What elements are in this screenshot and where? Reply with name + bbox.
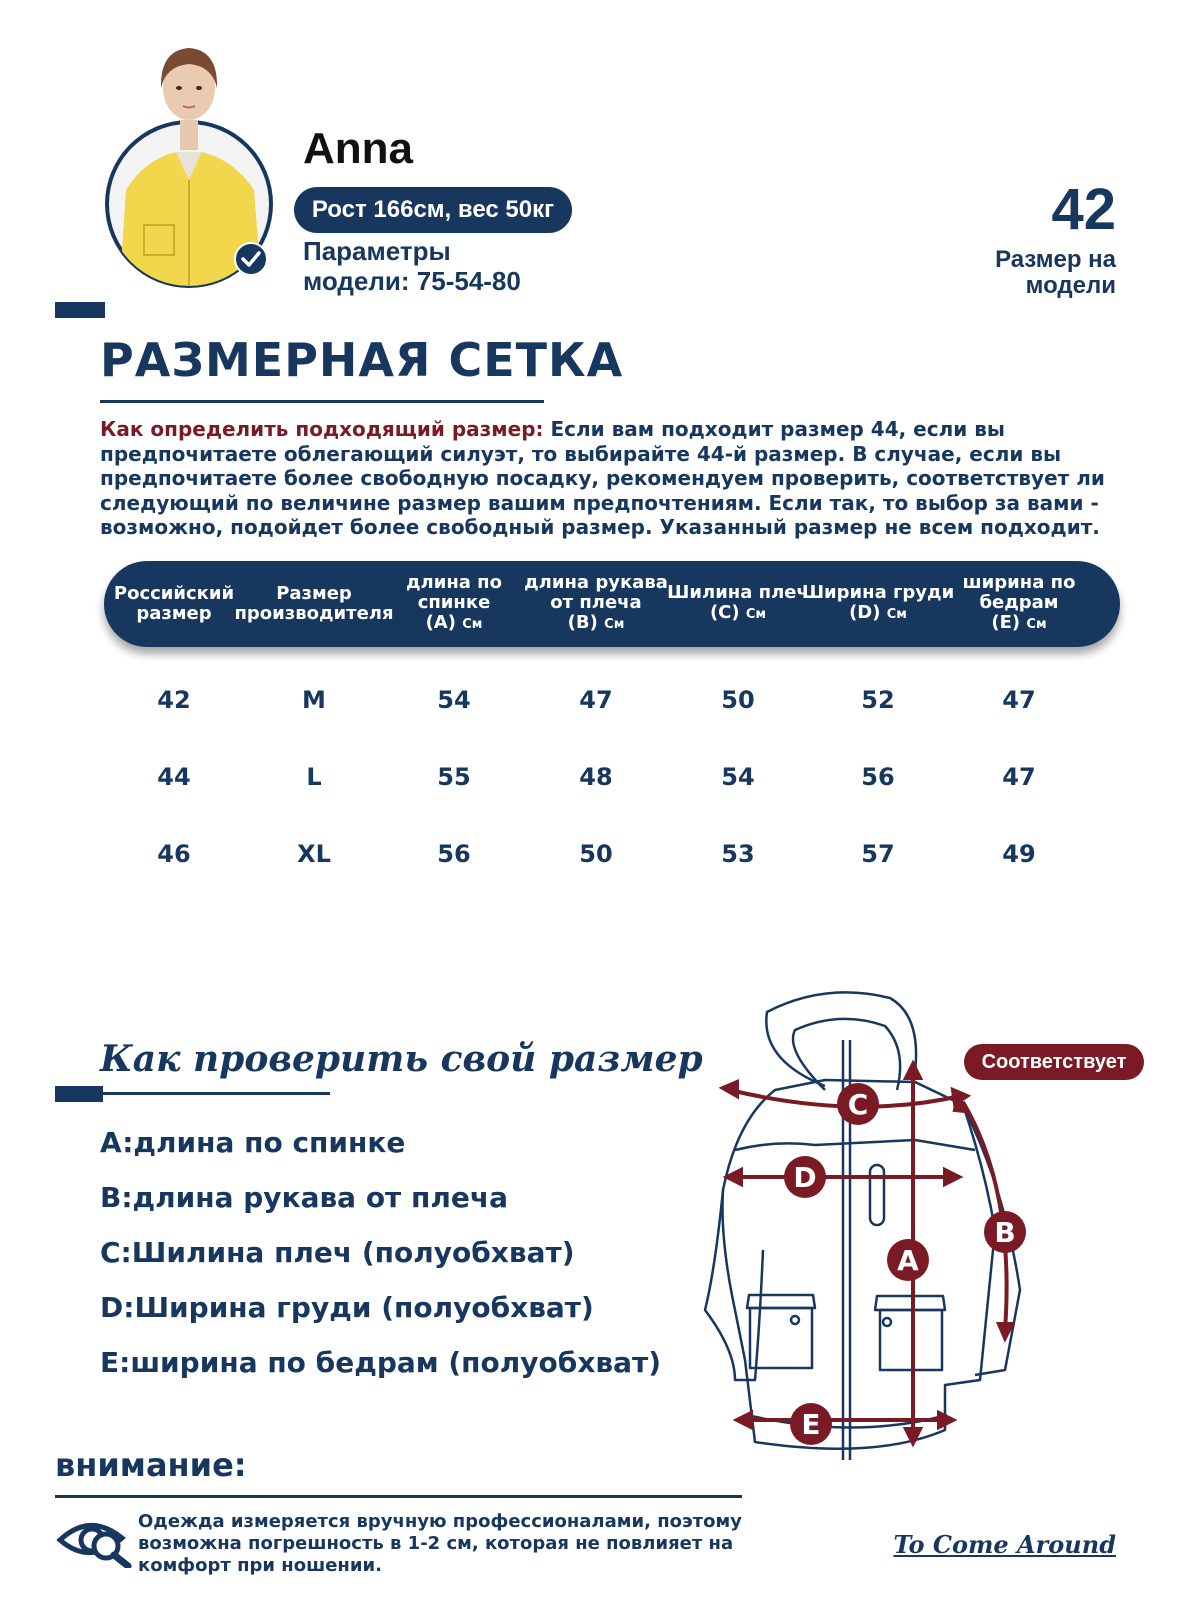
brand-name: To Come Around: [893, 1530, 1116, 1559]
attention-text: [138, 1511, 758, 1577]
attention-underline: [55, 1495, 742, 1498]
header-chest-width: Ширина груди (D) См: [801, 582, 955, 623]
header-shoulder-width: Шилина плеч (C) См: [667, 582, 809, 623]
table-cell: L: [306, 763, 322, 791]
table-row: [104, 680, 1120, 720]
measure-item-b: B:длина рукава от плеча: [100, 1181, 508, 1214]
model-params-line1: Параметры: [303, 236, 451, 266]
attention-title: внимание:: [55, 1446, 247, 1484]
table-row: [104, 757, 1120, 797]
jacket-diagram: [675, 990, 1085, 1530]
model-size-caption: [936, 247, 1116, 299]
table-cell: 42: [157, 686, 191, 714]
model-params-line2: модели: 75-54-80: [303, 266, 521, 296]
header-back-length: длина по спинке (А) См: [406, 572, 502, 633]
intro-lead: Как определить подходящий размер:: [100, 417, 544, 441]
table-cell: 46: [157, 840, 191, 868]
intro-text: Если вам подходит размер 44, если вы предпочитаете облегающий силуэт, то выбирайте 44-й размер. В случае, если вы предпочитаете более свободную посадку, рекомендуем проверить, соответствует ли следующий по величине размер вашим предпочтениям. Если так, то выбор за вами - возможно, подойдет более свободный размер. Указанный размер не всем подходит.: [100, 417, 1105, 539]
measure-item-e: E:ширина по бедрам (полуобхват): [100, 1346, 662, 1379]
table-cell: 56: [861, 763, 895, 791]
table-cell: 55: [437, 763, 471, 791]
attention-line3: комфорт при ношении.: [138, 1555, 382, 1576]
diagram-label-d: D: [793, 1161, 817, 1194]
table-cell: 50: [579, 840, 613, 868]
table-cell: 57: [861, 840, 895, 868]
table-cell: 47: [579, 686, 613, 714]
diagram-label-e: E: [801, 1408, 821, 1441]
measure-item-c: C:Шилина плеч (полуобхват): [100, 1236, 575, 1269]
page-title: РАЗМЕРНАЯ СЕТКА: [100, 333, 624, 387]
attention-line1: Одежда измеряется вручную профессионалами, поэтому: [138, 1511, 742, 1532]
table-cell: 54: [437, 686, 471, 714]
table-cell: 50: [721, 686, 755, 714]
height-weight-pill: Рост 166см, вес 50кг: [294, 187, 572, 233]
table-row: [104, 834, 1120, 874]
model-params: [303, 236, 603, 296]
check-badge-icon: [234, 242, 268, 276]
measure-item-d: D:Ширина груди (полуобхват): [100, 1291, 594, 1324]
diagram-label-a: A: [897, 1244, 919, 1277]
table-cell: 44: [157, 763, 191, 791]
table-cell: 52: [861, 686, 895, 714]
model-size-number: 42: [1051, 177, 1116, 242]
table-cell: XL: [297, 840, 331, 868]
eye-search-icon: [56, 1512, 136, 1568]
fit-badge: Соответствует: [964, 1044, 1144, 1080]
table-cell: 47: [1002, 686, 1036, 714]
diagram-label-c: C: [847, 1088, 869, 1121]
howto-title: Как проверить свой размер: [100, 1038, 703, 1080]
table-cell: 54: [721, 763, 755, 791]
model-size-caption-line1: Размер на: [995, 246, 1116, 273]
measure-item-a: A:длина по спинке: [100, 1126, 406, 1159]
intro-paragraph: [100, 417, 1145, 540]
header-russian-size: Российский размер: [113, 583, 235, 624]
table-cell: 53: [721, 840, 755, 868]
header-hip-width: ширина по бедрам (E) См: [962, 572, 1076, 633]
header-sleeve-length: длина рукава от плеча (B) См: [524, 572, 668, 633]
table-cell: 56: [437, 840, 471, 868]
table-cell: 48: [579, 763, 613, 791]
table-cell: M: [302, 686, 326, 714]
howto-accent-tab: [55, 1086, 103, 1102]
title-accent-tab: [55, 302, 105, 318]
table-cell: 49: [1002, 840, 1036, 868]
attention-line2: возможна погрешность в 1-2 см, которая не повлияет на: [138, 1533, 734, 1554]
model-name: Anna: [303, 124, 413, 173]
howto-underline: [100, 1092, 330, 1095]
model-size-caption-line2: модели: [1025, 272, 1116, 299]
table-cell: 47: [1002, 763, 1036, 791]
header-manufacturer-size: Размер производителя: [234, 583, 394, 624]
diagram-label-b: B: [994, 1216, 1016, 1249]
size-table-header: [104, 561, 1120, 647]
title-underline: [100, 400, 544, 403]
